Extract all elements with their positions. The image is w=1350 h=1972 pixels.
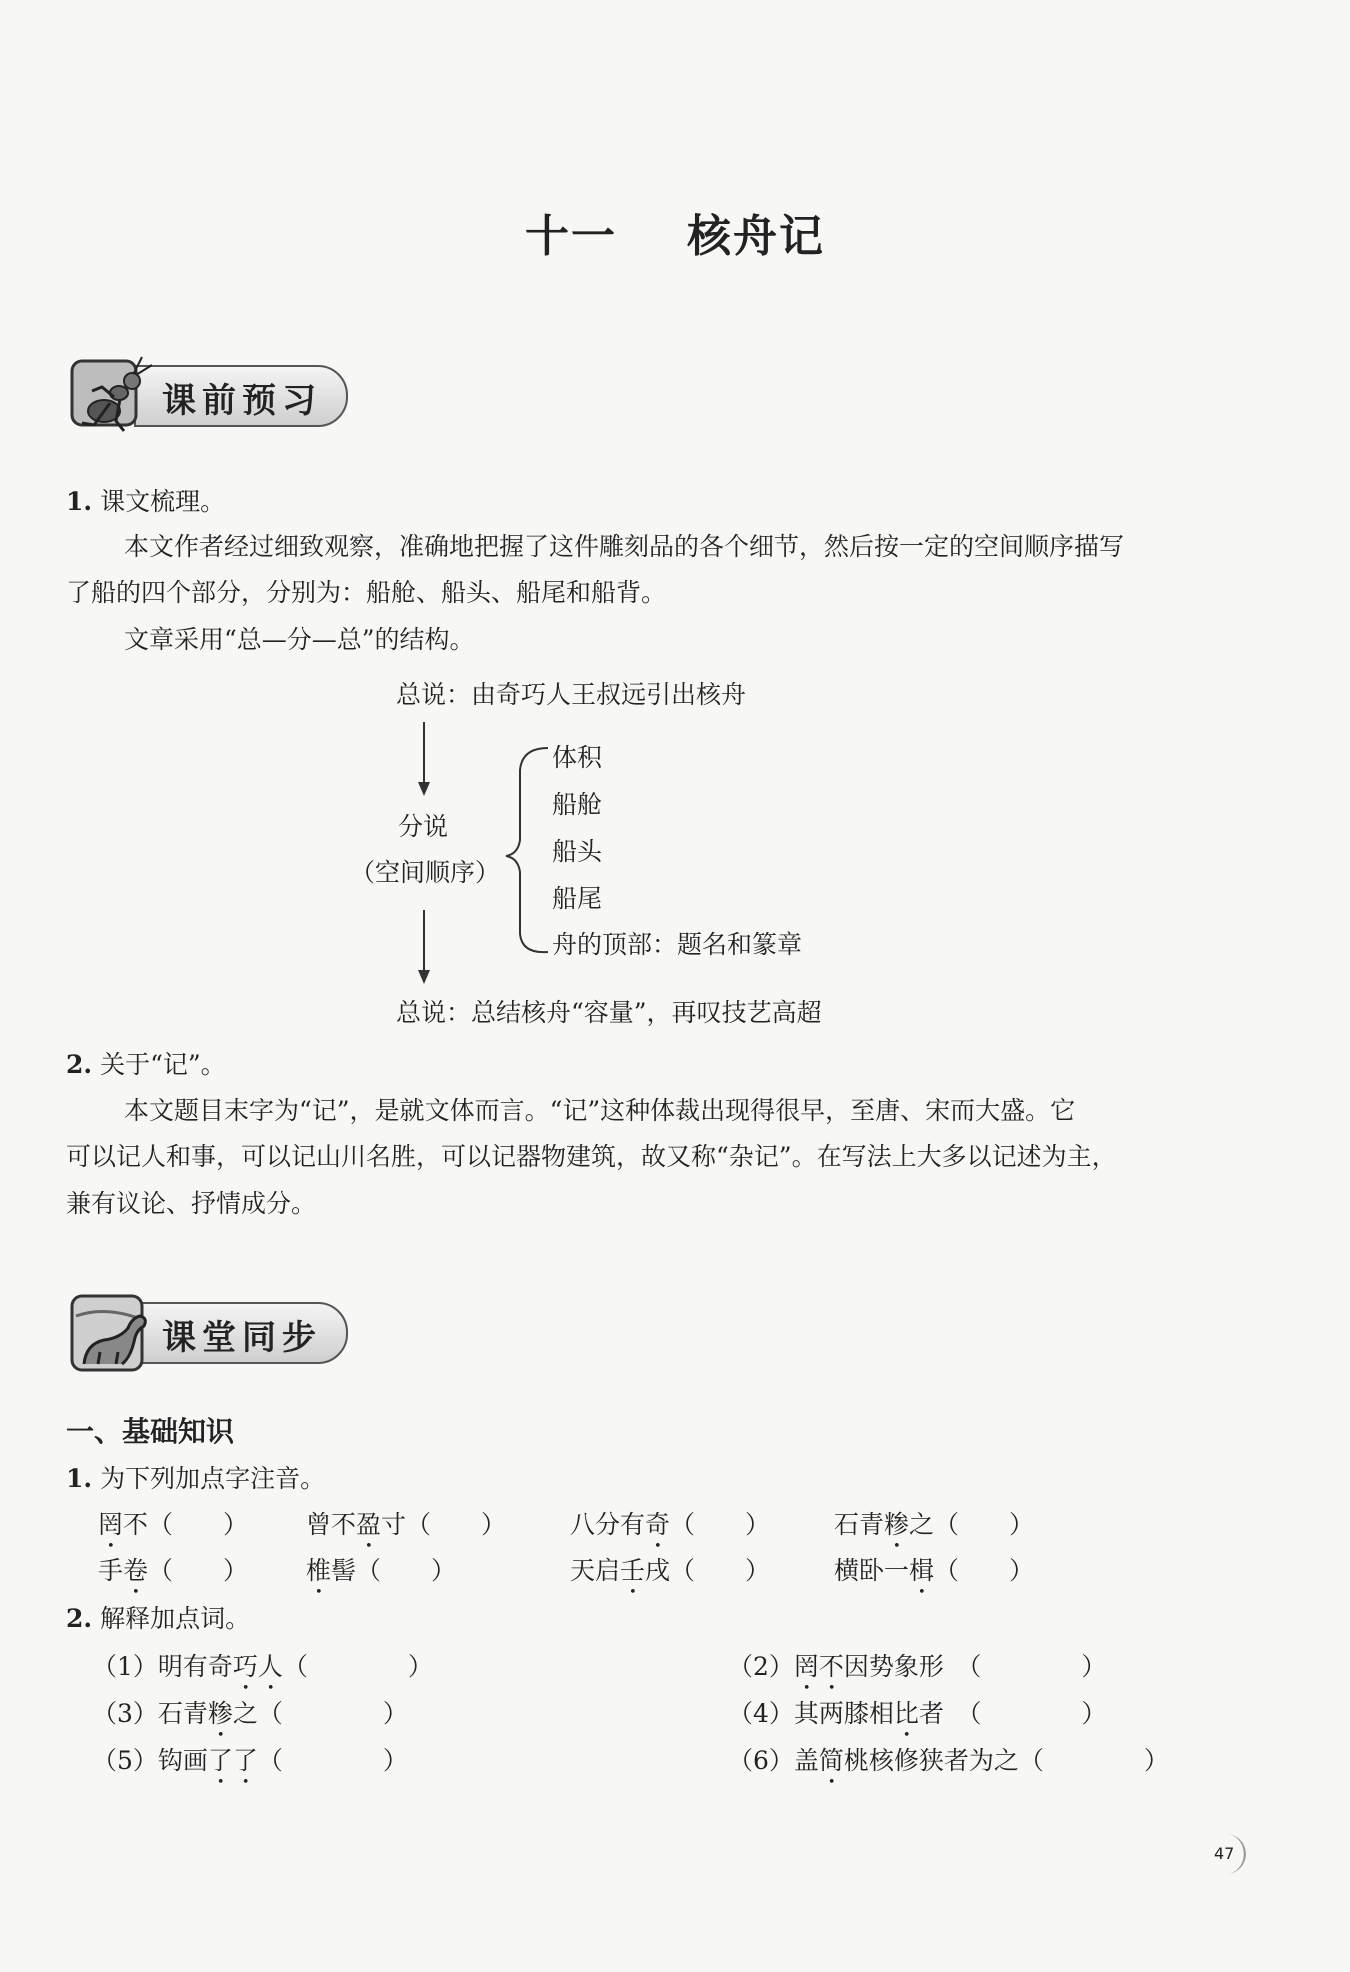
diagram-branch: 船头 bbox=[552, 837, 603, 866]
item-text: （5）钩画 bbox=[92, 1746, 208, 1775]
item-text: 八分有 bbox=[570, 1510, 646, 1539]
pinyin-item bbox=[306, 1510, 506, 1554]
item-blank: （ ） bbox=[282, 1652, 433, 1681]
lesson-number: 十一 bbox=[525, 211, 617, 262]
item-blank: （ ） bbox=[148, 1556, 249, 1585]
diagram-middle-sub: （空间顺序） bbox=[350, 858, 501, 887]
dotted-word: 了了 bbox=[207, 1746, 258, 1775]
dotted-word: 糁 bbox=[207, 1699, 233, 1728]
pinyin-item bbox=[570, 1510, 770, 1554]
diagram-branch: 舟的顶部：题名和篆章 bbox=[552, 930, 803, 959]
item-text: （3）石青 bbox=[92, 1699, 208, 1728]
pinyin-item bbox=[834, 1556, 1034, 1600]
item-text: （1）明有奇 bbox=[92, 1652, 233, 1681]
diagram-branch: 船舱 bbox=[552, 790, 603, 819]
item-blank: （ ） bbox=[257, 1746, 408, 1775]
diagram-branch: 体积 bbox=[552, 743, 603, 772]
item-blank: （ ） bbox=[934, 1556, 1035, 1585]
item-blank: 之（ ） bbox=[909, 1510, 1035, 1539]
item-blank: （ ） bbox=[670, 1510, 771, 1539]
paragraph-line: 了船的四个部分，分别为：船舱、船头、船尾和船背。 bbox=[66, 578, 667, 607]
item-blank: 髻（ ） bbox=[331, 1556, 457, 1585]
item-blank: 不（ ） bbox=[123, 1510, 249, 1539]
pinyin-item bbox=[98, 1556, 248, 1600]
dotted-word: 比 bbox=[893, 1699, 919, 1728]
item-text: 天启 bbox=[570, 1556, 621, 1585]
preview-q2 bbox=[66, 1050, 226, 1080]
dotted-word: 简 bbox=[818, 1746, 844, 1775]
question-title: 课文梳理。 bbox=[100, 487, 226, 516]
paragraph-line: 本文作者经过细致观察，准确地把握了这件雕刻品的各个细节，然后按一定的空间顺序描写 bbox=[124, 532, 1125, 561]
dotted-char: 楫 bbox=[909, 1556, 935, 1585]
question-number: 1. bbox=[66, 1464, 93, 1493]
item-blank: 寸（ ） bbox=[381, 1510, 507, 1539]
item-blank: 因势象形 （ ） bbox=[843, 1652, 1107, 1681]
explain-item bbox=[92, 1699, 408, 1743]
lesson-name: 核舟记 bbox=[687, 211, 825, 262]
section-label-preview: 课前预习 bbox=[162, 381, 322, 421]
diagram-middle-label: 分说 bbox=[398, 812, 449, 841]
dotted-char: 卷 bbox=[123, 1556, 149, 1585]
item-text: 手 bbox=[98, 1556, 124, 1585]
pinyin-item bbox=[834, 1510, 1034, 1554]
dotted-char: 壬 bbox=[620, 1556, 646, 1585]
class-q1 bbox=[66, 1464, 325, 1494]
diagram-bottom: 总说：总结核舟“容量”，再叹技艺高超 bbox=[396, 998, 822, 1027]
question-number: 1. bbox=[66, 487, 93, 516]
item-blank: 桃核修狭者为之（ ） bbox=[843, 1746, 1169, 1775]
item-blank: 者 （ ） bbox=[918, 1699, 1107, 1728]
question-number: 2. bbox=[66, 1050, 93, 1079]
dotted-word: 巧人 bbox=[232, 1652, 283, 1681]
page-number bbox=[1200, 1832, 1252, 1876]
dotted-char: 椎 bbox=[306, 1556, 332, 1585]
item-text: 横卧一 bbox=[834, 1556, 910, 1585]
diagram-top: 总说：由奇巧人王叔远引出核舟 bbox=[396, 680, 747, 709]
dotted-word: 罔不 bbox=[793, 1652, 844, 1681]
dinosaur-icon bbox=[64, 1288, 160, 1378]
paragraph-line: 可以记人和事，可以记山川名胜，可以记器物建筑，故又称“杂记”。在写法上大多以记述为主， bbox=[66, 1142, 1117, 1171]
item-blank: 戌（ ） bbox=[645, 1556, 771, 1585]
explain-item bbox=[728, 1746, 1169, 1790]
explain-item bbox=[92, 1746, 408, 1790]
question-title: 解释加点词。 bbox=[100, 1604, 251, 1633]
paragraph-line: 文章采用“总—分—总”的结构。 bbox=[124, 625, 475, 654]
explain-item bbox=[92, 1652, 433, 1696]
item-text: 石青 bbox=[834, 1510, 885, 1539]
section-label-class: 课堂同步 bbox=[162, 1318, 322, 1358]
item-text: （6）盖 bbox=[728, 1746, 819, 1775]
question-title: 为下列加点字注音。 bbox=[100, 1464, 326, 1493]
pinyin-item bbox=[98, 1510, 248, 1554]
dotted-char: 盈 bbox=[356, 1510, 382, 1539]
paragraph-line: 兼有议论、抒情成分。 bbox=[66, 1189, 317, 1218]
question-title: 关于“记”。 bbox=[100, 1050, 226, 1079]
dotted-char: 糁 bbox=[884, 1510, 910, 1539]
paragraph-line: 本文题目末字为“记”，是就文体而言。“记”这种体裁出现得很早，至唐、宋而大盛。它 bbox=[124, 1096, 1076, 1125]
pinyin-item bbox=[306, 1556, 456, 1600]
class-q2 bbox=[66, 1604, 250, 1634]
item-text: （2） bbox=[728, 1652, 794, 1681]
item-blank: 之（ ） bbox=[232, 1699, 408, 1728]
diagram-branch: 船尾 bbox=[552, 884, 603, 913]
section-heading: 一、基础知识 bbox=[66, 1415, 235, 1448]
dotted-char: 奇 bbox=[645, 1510, 671, 1539]
page-number-text: 47 bbox=[1214, 1844, 1235, 1863]
section-badge-class bbox=[64, 1282, 354, 1382]
explain-item bbox=[728, 1652, 1106, 1696]
item-text: （4）其两膝相 bbox=[728, 1699, 894, 1728]
pinyin-item bbox=[570, 1556, 770, 1600]
question-number: 2. bbox=[66, 1604, 93, 1633]
dotted-char: 罔 bbox=[98, 1510, 124, 1539]
explain-item bbox=[728, 1699, 1106, 1743]
item-text: 曾不 bbox=[306, 1510, 357, 1539]
